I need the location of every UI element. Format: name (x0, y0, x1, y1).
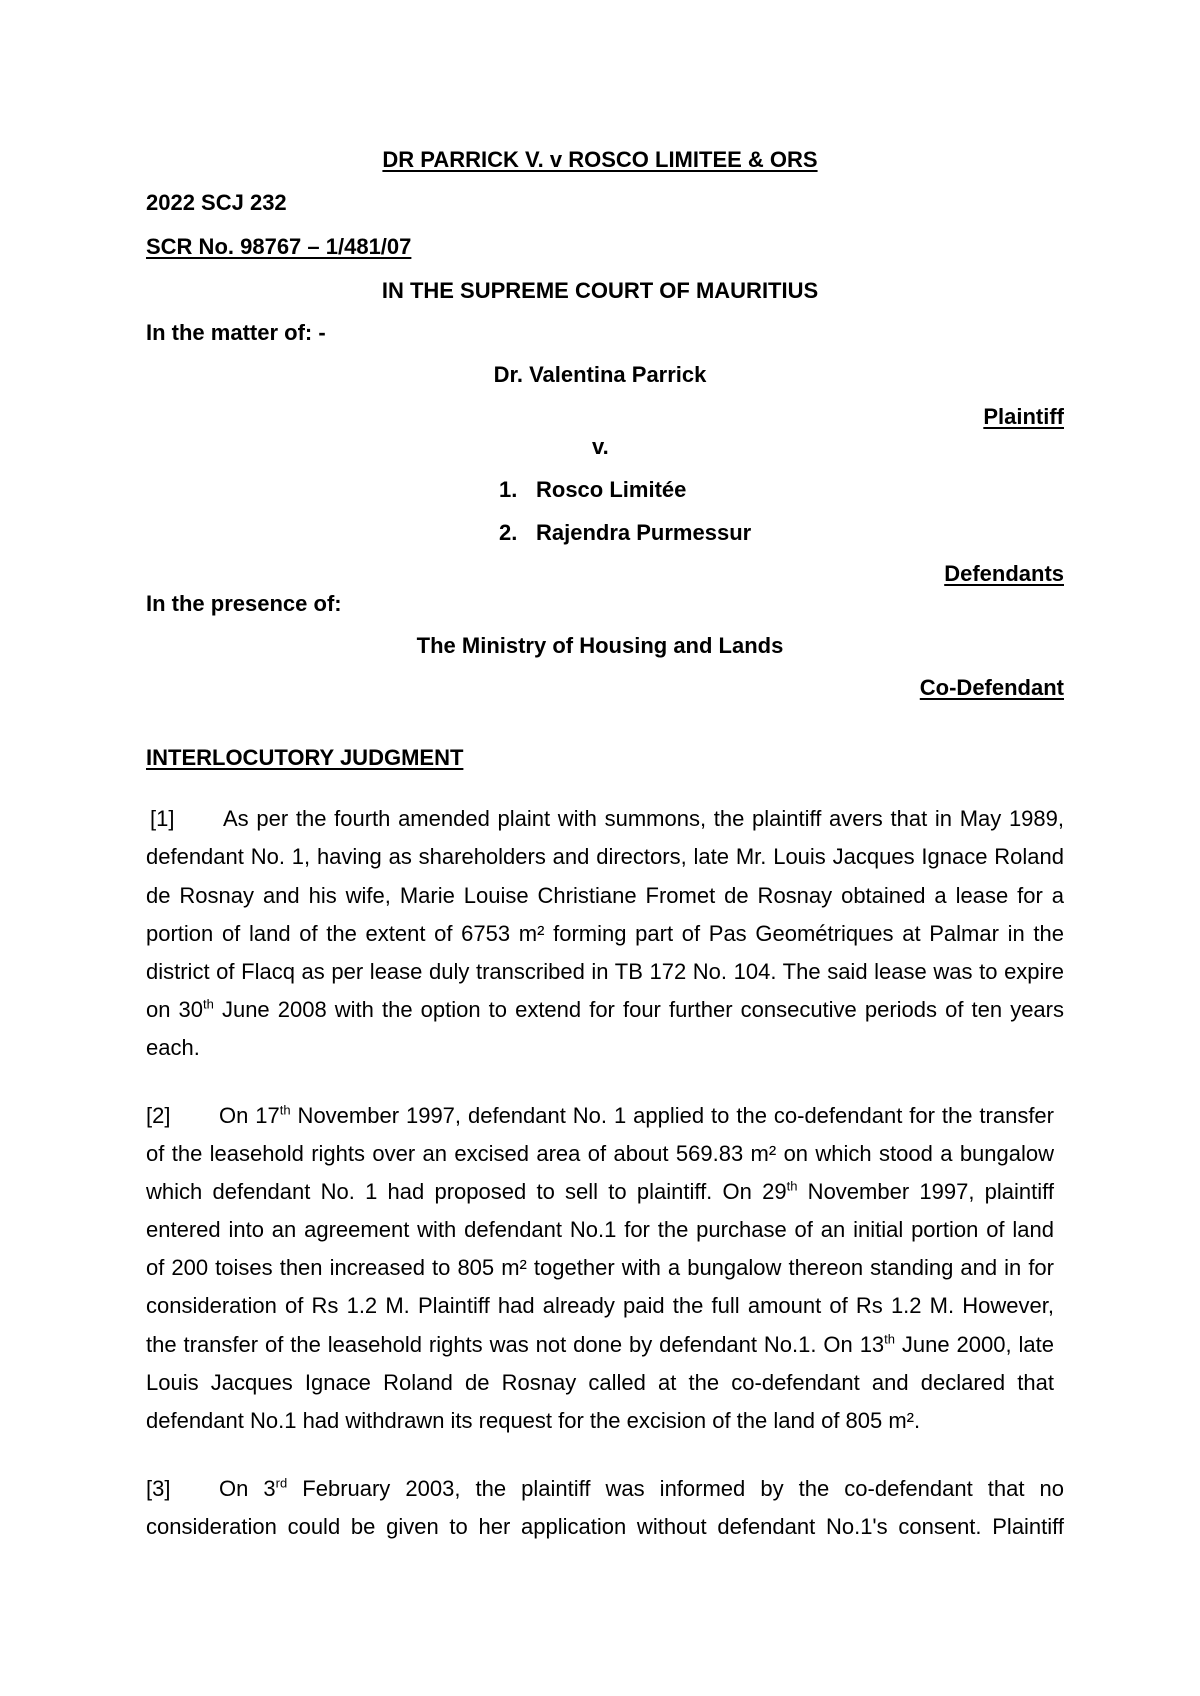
paragraph-line: Louis Jacques Ignace Roland de Rosnay called at the co-defendant and declared that (146, 1370, 1054, 1395)
defendant-name: Rosco Limitée (536, 477, 687, 502)
versus: v. (592, 434, 609, 459)
court-name: IN THE SUPREME COURT OF MAURITIUS (381, 278, 819, 303)
paragraph-number: [2] (146, 1103, 171, 1128)
paragraph-line: [3] On 3rd February 2003, the plaintiff was informed by the co-defendant that no (146, 1475, 1064, 1501)
paragraph-line: portion of land of the extent of 6753 m² forming part of Pas Geométriques at Palmar in the (146, 921, 1064, 946)
paragraph-number: [1] (150, 806, 175, 831)
presence-label: In the presence of: (146, 591, 342, 616)
paragraph-line: consideration of Rs 1.2 M. Plaintiff had already paid the full amount of Rs 1.2 M. However, (146, 1293, 1054, 1318)
paragraph-line: [2] On 17th November 1997, defendant No. 1 applied to the co-defendant for the transfer (146, 1102, 1054, 1128)
paragraph-line: district of Flacq as per lease duly transcribed in TB 172 No. 104. The said lease was to expire (146, 959, 1064, 984)
defendant-name: Rajendra Purmessur (536, 520, 752, 545)
co-defendant-name: The Ministry of Housing and Lands (416, 633, 784, 658)
co-defendant-role: Co-Defendant (919, 675, 1064, 700)
paragraph-line: of the leasehold rights over an excised area of about 569.83 m² on which stood a bungalow (146, 1141, 1054, 1166)
plaintiff-role: Plaintiff (983, 404, 1064, 429)
paragraph-line: defendant No. 1, having as shareholders and directors, late Mr. Louis Jacques Ignace Roland (146, 844, 1064, 869)
judgment-heading: INTERLOCUTORY JUDGMENT (146, 745, 464, 770)
paragraph-line: which defendant No. 1 had proposed to sell to plaintiff. On 29th November 1997, plaintiff (146, 1178, 1054, 1204)
matter-label: In the matter of: - (146, 320, 326, 345)
defendant-list-item (499, 477, 686, 503)
paragraph-line: each. (146, 1035, 200, 1060)
scr-number: SCR No. 98767 – 1/481/07 (146, 234, 412, 259)
paragraph-line: on 30th June 2008 with the option to extend for four further consecutive periods of ten years (146, 996, 1064, 1022)
plaintiff-name: Dr. Valentina Parrick (493, 362, 707, 387)
citation: 2022 SCJ 232 (146, 190, 287, 215)
paragraph-line: of 200 toises then increased to 805 m² together with a bungalow thereon standing and in for (146, 1255, 1054, 1280)
paragraph-number: [3] (146, 1476, 171, 1501)
paragraph-line: de Rosnay and his wife, Marie Louise Christiane Fromet de Rosnay obtained a lease for a (146, 883, 1064, 908)
defendant-list-item (499, 520, 751, 546)
paragraph-line: the transfer of the leasehold rights was not done by defendant No.1. On 13th June 2000, late (146, 1331, 1054, 1357)
paragraph-line: defendant No.1 had withdrawn its request for the excision of the land of 805 m². (146, 1408, 921, 1433)
case-title: DR PARRICK V. v ROSCO LIMITEE & ORS (382, 147, 818, 172)
list-number: 2. (499, 520, 518, 545)
list-number: 1. (499, 477, 518, 502)
paragraph-line: entered into an agreement with defendant No.1 for the purchase of an initial portion of land (146, 1217, 1054, 1242)
defendants-role: Defendants (944, 561, 1064, 586)
paragraph-line: [1] As per the fourth amended plaint with summons, the plaintiff avers that in May 1989, (150, 806, 1064, 831)
paragraph-line: consideration could be given to her application without defendant No.1's consent. Plaintiff (146, 1514, 1064, 1539)
